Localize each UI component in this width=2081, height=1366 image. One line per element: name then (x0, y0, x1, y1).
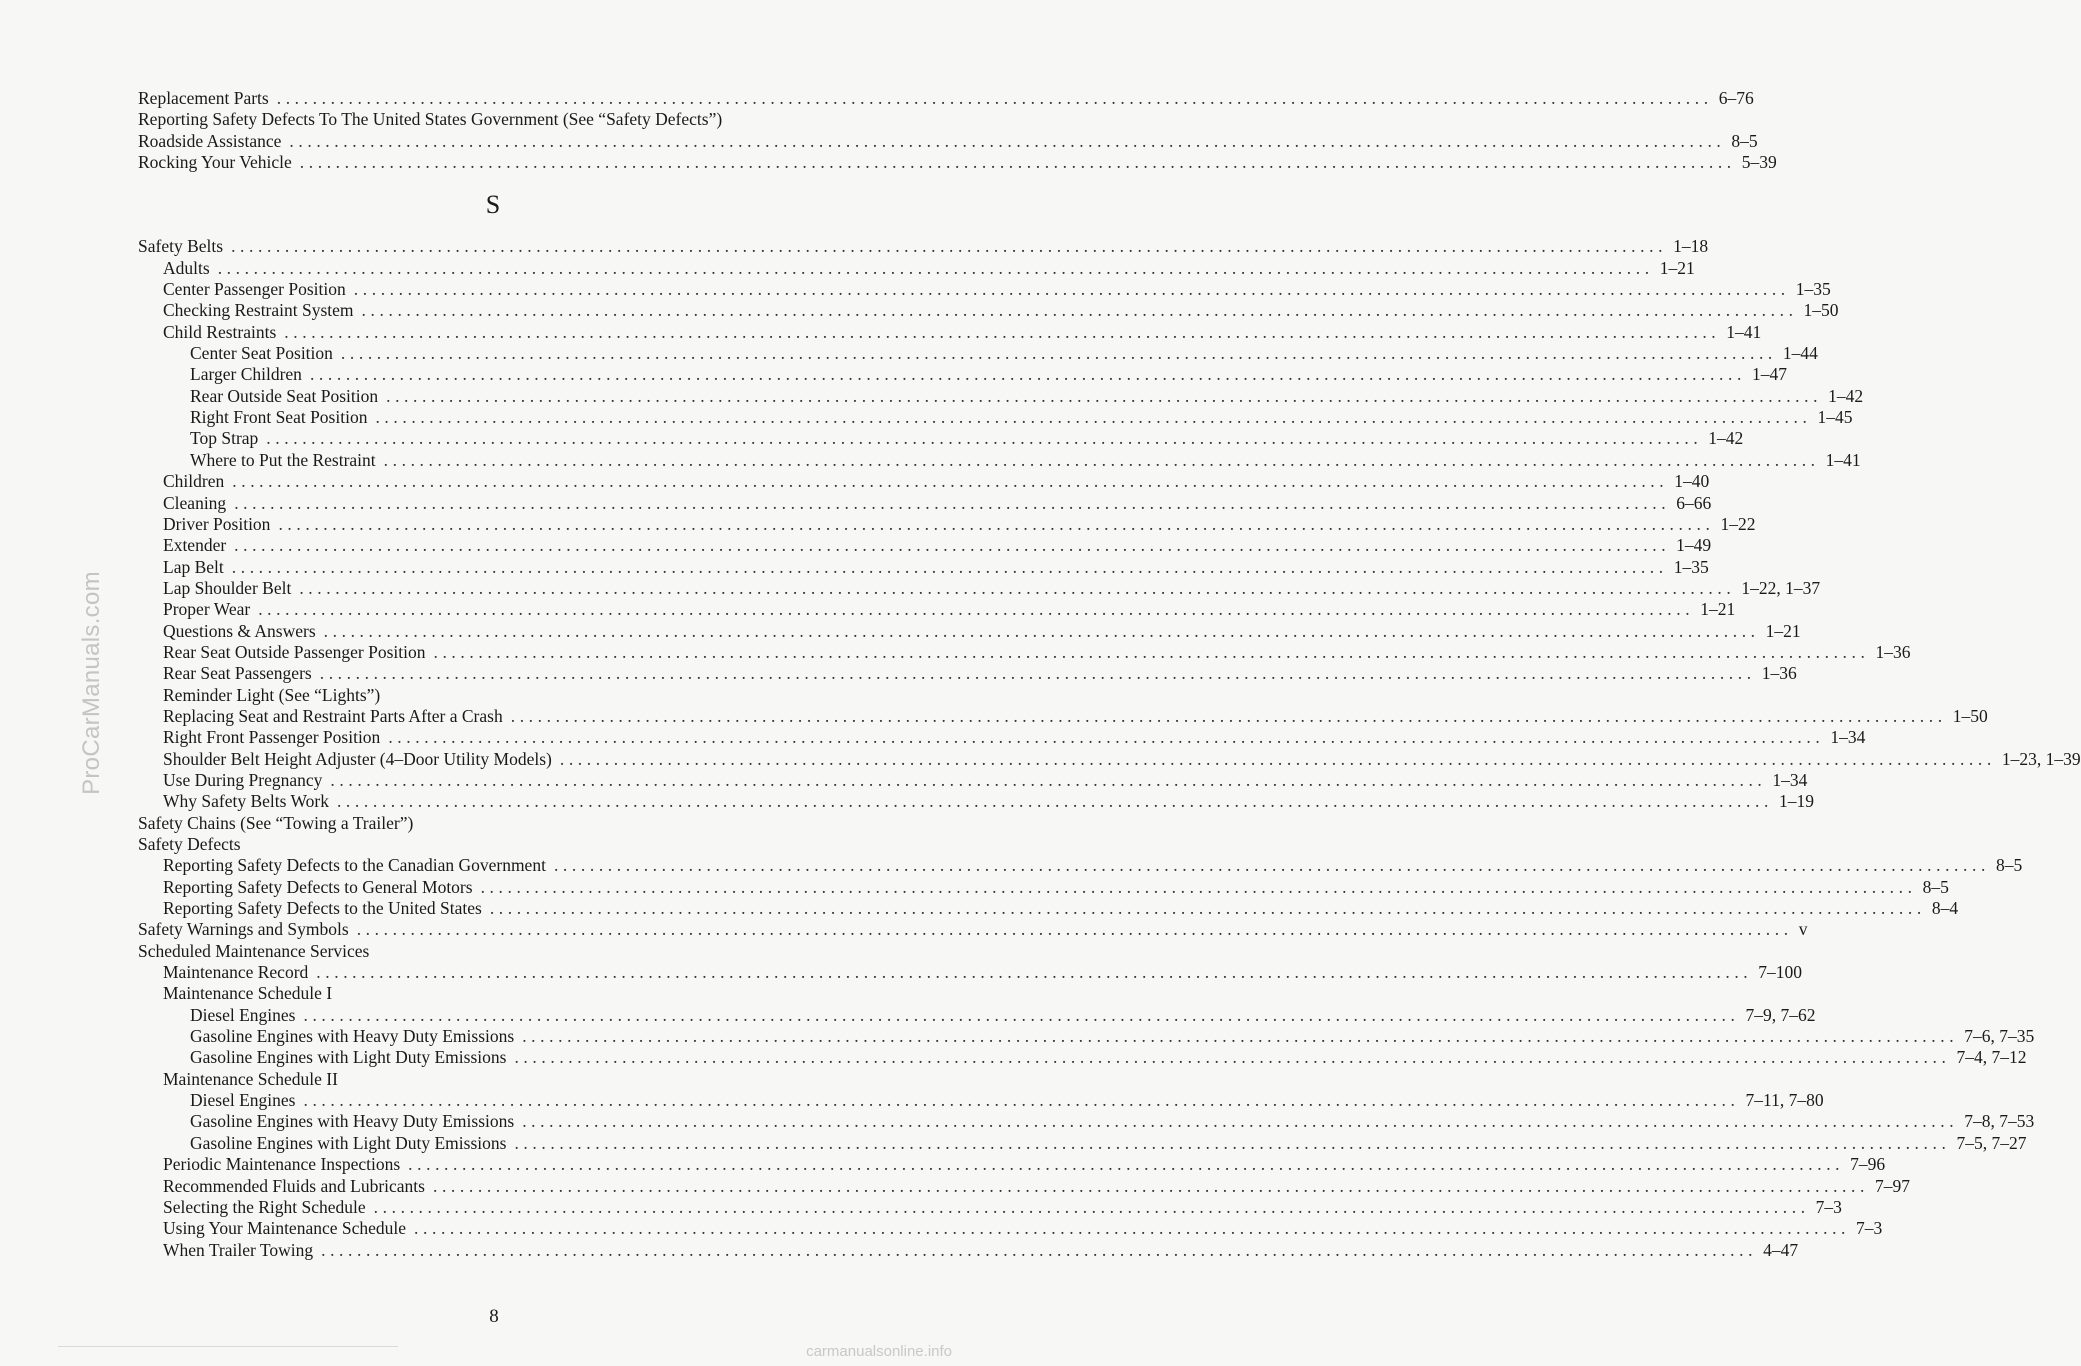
dot-leader: ................................................................................................................................................................ (303, 1004, 1740, 1025)
entry-text: Rear Seat Passengers (163, 663, 312, 684)
entry-page-ref: 1–36 (1875, 641, 1911, 662)
entry-page-ref: 7–100 (1758, 962, 1803, 983)
index-entry (138, 898, 1959, 919)
index-entry (138, 577, 1821, 599)
entry-page-ref: 1–21 (1765, 620, 1801, 641)
dot-leader: ................................................................................................................................................................ (336, 791, 1773, 812)
entry-page-ref: 1–19 (1778, 791, 1814, 812)
entry-page-ref: 1–50 (1803, 300, 1839, 321)
index-entry (138, 1004, 1816, 1026)
entry-text: Reporting Safety Defects to the Canadian Government (163, 855, 546, 876)
index-entry (138, 1175, 1910, 1197)
entry-text: Why Safety Belts Work (163, 791, 329, 812)
entry-page-ref: 6–76 (1718, 88, 1754, 108)
entry-text: Recommended Fluids and Lubricants (163, 1175, 425, 1196)
dot-leader: ................................................................................................................................................................ (559, 748, 1996, 769)
entry-page-ref: 1–47 (1751, 364, 1787, 385)
bottom-watermark: carmanualsonline.info (806, 1343, 952, 1360)
entry-page-ref: 1–50 (1952, 705, 1988, 726)
entry-page-ref: 1–35 (1673, 556, 1709, 577)
entry-page-ref: 1–21 (1659, 257, 1695, 278)
index-entry (138, 130, 1758, 152)
entry-text: Diesel Engines (190, 1090, 296, 1111)
index-entry (138, 813, 840, 834)
index-entry (138, 1111, 2035, 1132)
entry-page-ref: 4–47 (1763, 1239, 1799, 1260)
dot-leader: ................................................................................................................................................................ (299, 577, 1736, 598)
index-entry (138, 769, 1808, 791)
dot-leader: ................................................................................................................................................................ (330, 769, 1767, 790)
entry-page-ref: 8–4 (1931, 898, 1959, 919)
index-entry (138, 834, 840, 855)
dot-leader: ................................................................................................................................................................ (266, 428, 1703, 449)
entry-text: Selecting the Right Schedule (163, 1196, 366, 1217)
dot-leader: ................................................................................................................................................................ (386, 385, 1823, 406)
entry-text: Safety Defects (138, 834, 241, 854)
entry-page-ref: 8–5 (1995, 855, 2023, 876)
entry-text: Right Front Seat Position (190, 407, 368, 428)
index-entry (138, 962, 1803, 983)
entry-text: Rear Outside Seat Position (190, 385, 379, 406)
entry-text: Reminder Light (See “Lights”) (163, 684, 381, 705)
entry-text: Roadside Assistance (138, 130, 282, 151)
entry-page-ref: 7–96 (1850, 1154, 1886, 1175)
dot-leader: ................................................................................................................................................................ (278, 513, 1715, 534)
dot-leader: ................................................................................................................................................................ (388, 727, 1825, 748)
entry-page-ref: 1–44 (1782, 343, 1818, 364)
entry-page-ref: 1–35 (1795, 279, 1831, 300)
index-entry (138, 471, 1710, 492)
index-entry (138, 109, 840, 130)
entry-text: Child Restraints (163, 321, 277, 342)
dot-leader: ................................................................................................................................................................ (480, 876, 1917, 897)
index-entry (138, 983, 840, 1004)
entry-page-ref: 1–22 (1720, 513, 1756, 534)
entry-page-ref: 1–41 (1825, 449, 1861, 470)
dot-leader: ................................................................................................................................................................ (234, 492, 1671, 513)
entry-page-ref: 8–5 (1922, 876, 1949, 897)
entry-page-ref: 1–36 (1761, 663, 1797, 684)
entry-page-ref: 1–34 (1772, 769, 1808, 790)
entry-text: Adults (163, 257, 210, 278)
entry-text: Top Strap (190, 428, 259, 449)
index-entry (138, 385, 1864, 407)
entry-text: Reporting Safety Defects to General Motors (163, 876, 473, 897)
index-entry (138, 556, 1709, 578)
entry-text: When Trailer Towing (163, 1239, 314, 1260)
entry-text: Cleaning (163, 492, 227, 513)
index-entry (138, 535, 1712, 556)
index-entry (138, 300, 1839, 321)
entry-page-ref: 1–23, 1–39 (2001, 748, 2081, 769)
dot-leader: ................................................................................................................................................................ (356, 919, 1793, 940)
entry-page-ref: 7–3 (1856, 1218, 1883, 1239)
dot-leader: ................................................................................................................................................................ (319, 663, 1756, 684)
index-entry (138, 1154, 1886, 1175)
entry-page-ref: 7–11, 7–80 (1745, 1090, 1824, 1111)
entry-page-ref: 8–5 (1731, 130, 1758, 151)
entry-text: Gasoline Engines with Light Duty Emissions (190, 1047, 507, 1068)
entry-page-ref: 1–42 (1708, 428, 1744, 449)
entry-text: Diesel Engines (190, 1004, 296, 1025)
entry-text: Lap Belt (163, 556, 224, 577)
entry-text: Center Seat Position (190, 343, 333, 364)
dot-leader: ................................................................................................................................................................ (433, 641, 1870, 662)
entry-text: Use During Pregnancy (163, 769, 323, 790)
dot-leader: ................................................................................................................................................................ (232, 471, 1669, 492)
entry-page-ref: 7–4, 7–12 (1956, 1047, 2027, 1068)
entry-page-ref: 7–97 (1874, 1175, 1910, 1196)
index-entry (138, 449, 1861, 471)
index-entry (138, 1069, 840, 1090)
index-entry (138, 1132, 2027, 1154)
dot-leader: ................................................................................................................................................................ (340, 343, 1777, 364)
entry-text: Checking Restraint System (163, 300, 354, 321)
entry-page-ref: 7–3 (1815, 1196, 1842, 1217)
index-entry (138, 279, 1831, 300)
index-entry (138, 1239, 1799, 1261)
entry-text: Larger Children (190, 364, 302, 385)
entry-page-ref: 1–34 (1830, 727, 1866, 748)
entry-page-ref: v (1798, 919, 1808, 940)
index-entry (138, 152, 1777, 173)
dot-leader: ................................................................................................................................................................ (375, 407, 1812, 428)
dot-leader: ................................................................................................................................................................ (553, 855, 1990, 876)
index-entry (138, 428, 1744, 449)
entry-text: Reporting Safety Defects To The United States Government (See “Safety Defects”) (138, 109, 723, 130)
entry-text: Driver Position (163, 513, 271, 534)
dot-leader: ................................................................................................................................................................ (234, 535, 1671, 556)
entry-page-ref: 7–8, 7–53 (1964, 1111, 2035, 1132)
entry-text: Replacing Seat and Restraint Parts After a Crash (163, 705, 503, 726)
dot-leader: ................................................................................................................................................................ (258, 599, 1695, 620)
page-number: 8 (489, 1306, 499, 1327)
entry-text: Safety Warnings and Symbols (138, 919, 349, 940)
entry-page-ref: 1–40 (1674, 471, 1710, 492)
entry-page-ref: 7–6, 7–35 (1964, 1026, 2035, 1047)
dot-leader: ................................................................................................................................................................ (373, 1196, 1810, 1217)
entry-page-ref: 7–5, 7–27 (1956, 1132, 2027, 1153)
entry-text: Replacement Parts (138, 88, 269, 108)
dot-leader: ................................................................................................................................................................ (316, 962, 1753, 983)
index-entry (138, 1026, 2035, 1047)
index-entry (138, 1047, 2027, 1068)
side-watermark: ProCarManuals.com (78, 571, 105, 795)
entry-page-ref: 5–39 (1741, 152, 1777, 173)
dot-leader: ................................................................................................................................................................ (361, 300, 1798, 321)
entry-page-ref: 1–18 (1673, 236, 1709, 257)
index-entry (138, 1090, 1824, 1111)
index-entry (138, 599, 1736, 620)
entry-page-ref: 6–66 (1676, 492, 1712, 513)
index-entry (138, 791, 1814, 812)
entry-text: Extender (163, 535, 227, 556)
index-entry (138, 919, 1808, 940)
index-entry (138, 663, 1797, 684)
dot-leader: ................................................................................................................................................................ (522, 1111, 1959, 1132)
section-letter: S (485, 190, 501, 220)
dot-leader: ................................................................................................................................................................ (514, 1132, 1951, 1153)
index-entry (138, 343, 1818, 364)
index-entry (138, 620, 1801, 642)
entry-text: Shoulder Belt Height Adjuster (4–Door Utility Models) (163, 748, 552, 769)
index-entry (138, 1196, 1842, 1218)
entry-page-ref: 1–22, 1–37 (1741, 577, 1821, 598)
index-entry (138, 364, 1787, 385)
entry-text: Rocking Your Vehicle (138, 152, 292, 173)
entry-text: Lap Shoulder Belt (163, 577, 292, 598)
dot-leader: ................................................................................................................................................................ (299, 152, 1736, 173)
index-entry (138, 236, 1709, 257)
dot-leader: ................................................................................................................................................................ (303, 1090, 1740, 1111)
entry-text: Gasoline Engines with Light Duty Emissions (190, 1132, 507, 1153)
entry-text: Right Front Passenger Position (163, 727, 381, 748)
dot-leader: ................................................................................................................................................................ (323, 620, 1760, 641)
dot-leader: ................................................................................................................................................................ (276, 88, 1713, 108)
index-entry (138, 513, 1756, 535)
index-entry (138, 705, 1988, 727)
dot-leader: ................................................................................................................................................................ (353, 279, 1790, 300)
dot-leader: ................................................................................................................................................................ (522, 1026, 1959, 1047)
entry-text: Maintenance Record (163, 962, 309, 983)
entry-page-ref: 1–49 (1676, 535, 1712, 556)
dot-leader: ................................................................................................................................................................ (231, 236, 1668, 257)
dot-leader: ................................................................................................................................................................ (289, 130, 1726, 151)
entry-text: Questions & Answers (163, 620, 316, 641)
dot-leader: ................................................................................................................................................................ (514, 1047, 1951, 1068)
index-entry (138, 321, 1762, 343)
dot-leader: ................................................................................................................................................................ (383, 449, 1820, 470)
entry-text: Center Passenger Position (163, 279, 346, 300)
entry-text: Safety Chains (See “Towing a Trailer”) (138, 812, 414, 833)
footer-rule (58, 1346, 398, 1347)
dot-leader: ................................................................................................................................................................ (321, 1239, 1758, 1260)
entry-text: Maintenance Schedule II (163, 1068, 338, 1089)
dot-leader: ................................................................................................................................................................ (217, 257, 1654, 278)
index-entry (138, 855, 2023, 876)
entry-text: Periodic Maintenance Inspections (163, 1154, 401, 1175)
dot-leader: ................................................................................................................................................................ (284, 321, 1721, 342)
index-entry (138, 1218, 1883, 1239)
entry-text: Rear Seat Outside Passenger Position (163, 641, 426, 662)
index-entry (138, 88, 1754, 109)
entry-text: Where to Put the Restraint (190, 449, 376, 470)
dot-leader: ................................................................................................................................................................ (510, 705, 1947, 726)
dot-leader: ................................................................................................................................................................ (309, 364, 1746, 385)
index-entry-list (138, 88, 2081, 1261)
index-entry (138, 641, 1911, 663)
entry-page-ref: 1–45 (1817, 407, 1853, 428)
dot-leader: ................................................................................................................................................................ (489, 898, 1926, 919)
index-entry (138, 727, 1866, 748)
dot-leader: ................................................................................................................................................................ (414, 1218, 1851, 1239)
entry-page-ref: 1–41 (1726, 321, 1762, 342)
dot-leader: ................................................................................................................................................................ (231, 556, 1668, 577)
index-entry (138, 876, 1949, 898)
entry-text: Using Your Maintenance Schedule (163, 1218, 407, 1239)
entry-text: Maintenance Schedule I (163, 983, 333, 1004)
index-entry (138, 492, 1712, 514)
index-entry (138, 941, 840, 962)
index-entry (138, 748, 2081, 770)
entry-text: Scheduled Maintenance Services (138, 940, 370, 961)
entry-text: Children (163, 471, 225, 492)
entry-page-ref: 7–9, 7–62 (1745, 1004, 1816, 1025)
index-entry (138, 407, 1853, 428)
entry-page-ref: 1–21 (1700, 599, 1736, 620)
index-entry (138, 685, 840, 706)
entry-text: Gasoline Engines with Heavy Duty Emissions (190, 1111, 515, 1132)
dot-leader: ................................................................................................................................................................ (432, 1175, 1869, 1196)
entry-text: Gasoline Engines with Heavy Duty Emissions (190, 1026, 515, 1047)
entry-text: Proper Wear (163, 599, 251, 620)
entry-text: Safety Belts (138, 236, 224, 257)
index-entry (138, 257, 1695, 279)
entry-page-ref: 1–42 (1828, 385, 1864, 406)
entry-text: Reporting Safety Defects to the United States (163, 898, 482, 919)
dot-leader: ................................................................................................................................................................ (408, 1154, 1845, 1175)
